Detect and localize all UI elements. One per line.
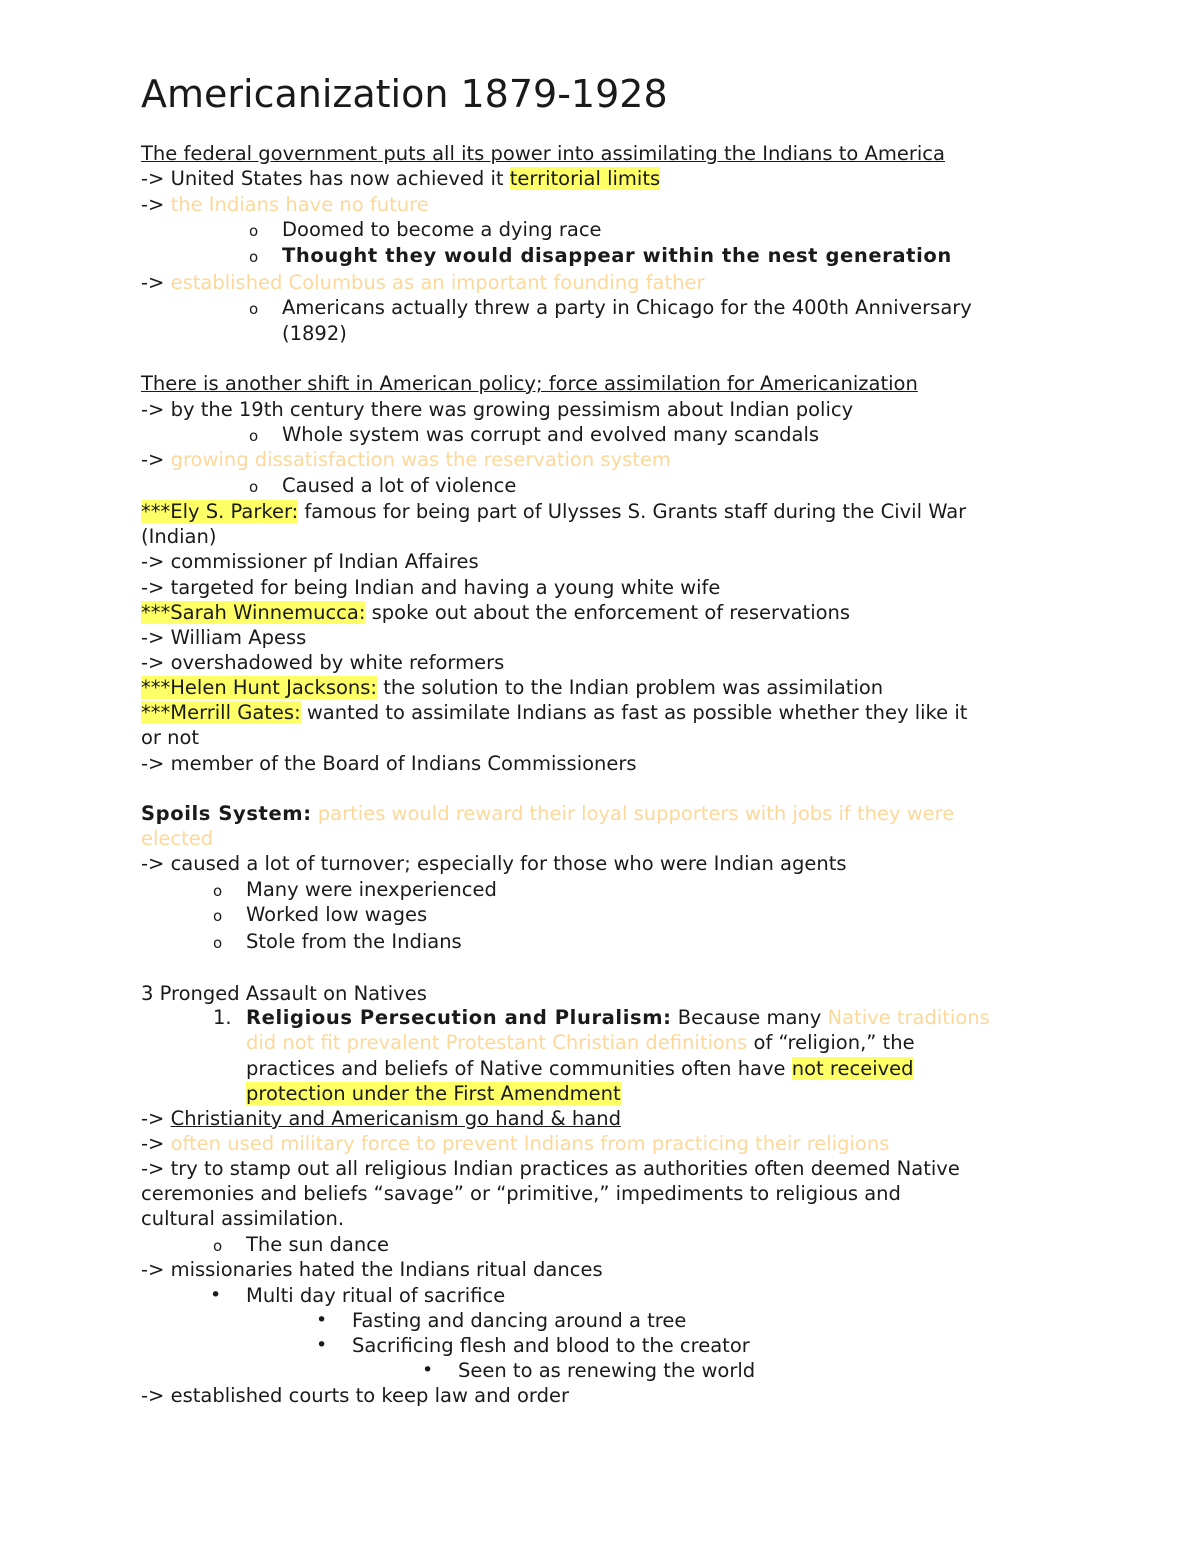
highlighted-text: territorial limits	[509, 167, 661, 190]
note-line: cultural assimilation.	[141, 1207, 345, 1230]
bullet-item: Fasting and dancing around a tree	[352, 1309, 687, 1332]
circle-bullet-icon: o	[213, 882, 223, 900]
section-heading-federal: The federal government puts all its power into assimilating the Indians to America	[141, 142, 945, 165]
circle-bullet-icon: o	[249, 427, 259, 445]
note-line: -> established courts to keep law and order	[141, 1384, 570, 1407]
bullet-item: Doomed to become a dying race	[282, 218, 602, 241]
bullet-item: Seen to as renewing the world	[458, 1359, 756, 1382]
bullet-item: Multi day ritual of sacrifice	[246, 1284, 506, 1307]
bullet-item-bold: Thought they would disappear within the nest generation	[282, 244, 952, 267]
section-heading-assault: 3 Pronged Assault on Natives	[141, 982, 427, 1005]
dot-bullet-icon: •	[316, 1309, 328, 1331]
circle-bullet-icon: o	[213, 907, 223, 925]
note-line: -> missionaries hated the Indians ritual dances	[141, 1258, 603, 1281]
circle-bullet-icon: o	[249, 248, 259, 266]
section-heading-policy-shift: There is another shift in American policy; force assimilation for Americanization	[141, 372, 918, 395]
pale-highlight-text: growing dissatisfaction was the reservation system	[170, 448, 671, 471]
circle-bullet-icon: o	[249, 300, 259, 318]
person-entry-jackson: ***Helen Hunt Jacksons: the solution to the Indian problem was assimilation	[141, 676, 884, 699]
person-entry-parker: ***Ely S. Parker: famous for being part of Ulysses S. Grants staff during the Civil War	[141, 500, 967, 523]
bullet-item: Americans actually threw a party in Chicago for the 400th Anniversary	[282, 296, 972, 319]
numbered-item-continued: did not fit prevalent Protestant Christian definitions of “religion,” the	[246, 1031, 915, 1054]
note-line: -> commissioner pf Indian Affaires	[141, 550, 479, 573]
person-entry-winnemucca: ***Sarah Winnemucca: spoke out about the enforcement of reservations	[141, 601, 851, 624]
dot-bullet-icon: •	[316, 1334, 328, 1356]
note-line: -> often used military force to prevent Indians from practicing their religions	[141, 1132, 890, 1155]
dot-bullet-icon: •	[210, 1284, 222, 1306]
page-title: Americanization 1879-1928	[141, 72, 668, 116]
dot-bullet-icon: •	[422, 1359, 434, 1381]
note-line: -> United States has now achieved it territorial limits	[141, 167, 661, 190]
circle-bullet-icon: o	[249, 222, 259, 240]
pale-highlight-text: established Columbus as an important founding father	[170, 271, 705, 294]
bullet-item: Whole system was corrupt and evolved many scandals	[282, 423, 820, 446]
numbered-item-continued: protection under the First Amendment	[246, 1082, 621, 1105]
pale-highlight-text: elected	[141, 827, 214, 850]
note-line: -> growing dissatisfaction was the reservation system	[141, 448, 671, 471]
list-number: 1.	[213, 1006, 232, 1029]
person-entry-gates: ***Merrill Gates: wanted to assimilate Indians as fast as possible whether they like it	[141, 701, 968, 724]
bullet-item: Worked low wages	[246, 903, 428, 926]
note-line: -> by the 19th century there was growing pessimism about Indian policy	[141, 398, 854, 421]
note-line: -> member of the Board of Indians Commissioners	[141, 752, 637, 775]
bullet-item: Many were inexperienced	[246, 878, 497, 901]
note-line: -> the Indians have no future	[141, 193, 429, 216]
bullet-item: Caused a lot of violence	[282, 474, 517, 497]
note-line: -> try to stamp out all religious Indian practices as authorities often deemed Native	[141, 1157, 960, 1180]
spoils-system-definition: Spoils System: parties would reward their loyal supporters with jobs if they were	[141, 802, 955, 825]
note-line: or not	[141, 726, 200, 749]
note-line: -> targeted for being Indian and having a young white wife	[141, 576, 721, 599]
circle-bullet-icon: o	[213, 934, 223, 952]
bullet-item: The sun dance	[246, 1233, 389, 1256]
pale-highlight-text: the Indians have no future	[170, 193, 429, 216]
circle-bullet-icon: o	[249, 478, 259, 496]
note-line: -> Christianity and Americanism go hand & hand	[141, 1107, 621, 1130]
numbered-item-continued: practices and beliefs of Native communities often have not received	[246, 1057, 914, 1080]
bullet-item: Sacrificing flesh and blood to the creator	[352, 1334, 750, 1357]
note-line: ceremonies and beliefs “savage” or “primitive,” impediments to religious and	[141, 1182, 901, 1205]
numbered-item: Religious Persecution and Pluralism: Because many Native traditions	[246, 1006, 990, 1029]
note-line: (Indian)	[141, 525, 217, 548]
bullet-item-continued: (1892)	[282, 322, 347, 345]
circle-bullet-icon: o	[213, 1237, 223, 1255]
note-line: -> overshadowed by white reformers	[141, 651, 505, 674]
note-line: -> established Columbus as an important founding father	[141, 271, 705, 294]
bullet-item: Stole from the Indians	[246, 930, 462, 953]
note-line: -> caused a lot of turnover; especially for those who were Indian agents	[141, 852, 847, 875]
note-line: -> William Apess	[141, 626, 307, 649]
